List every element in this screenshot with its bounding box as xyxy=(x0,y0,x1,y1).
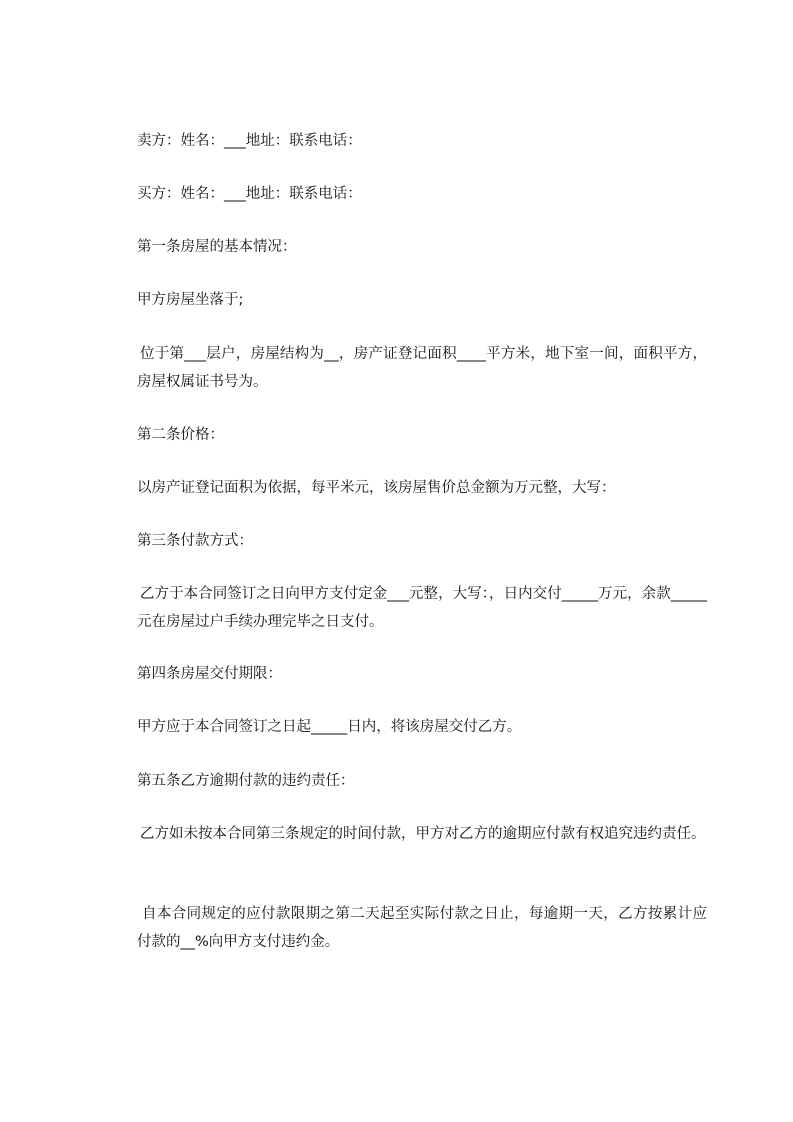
article-3-heading: 第三条付款方式： xyxy=(137,533,253,549)
payment-paragraph: 乙方于本合同签订之日向甲方支付定金___元整，大写：，日内交付_____万元，余款_____元在房屋过户手续办理完毕之日支付。 xyxy=(137,586,707,630)
price-paragraph: 以房产证登记面积为依据，每平米元，该房屋售价总金额为万元整，大写： xyxy=(137,480,616,496)
article-2-heading: 第二条价格： xyxy=(137,427,224,443)
article-1-heading: 第一条房屋的基本情况： xyxy=(137,239,297,255)
seller-info-line: 卖方：姓名：___地址：联系电话： xyxy=(137,133,362,149)
breach-paragraph-1: 乙方如未按本合同第三条规定的时间付款，甲方对乙方的逾期应付款有权追究违约责任。 xyxy=(140,826,706,842)
article-4-heading: 第四条房屋交付期限： xyxy=(137,666,282,682)
article-5-heading: 第五条乙方逾期付款的违约责任： xyxy=(137,773,355,789)
house-location-line: 甲方房屋坐落于; xyxy=(137,292,244,308)
buyer-info-line: 买方：姓名：___地址：联系电话： xyxy=(137,186,362,202)
breach-paragraph-2: 自本合同规定的应付款限期之第二天起至实际付款之日止，每逾期一天，乙方按累计应付款的__%向甲方支付违约金。 xyxy=(137,906,707,950)
delivery-paragraph: 甲方应于本合同签订之日起_____日内，将该房屋交付乙方。 xyxy=(137,719,522,735)
house-details-paragraph: 位于第___层户，房屋结构为__，房产证登记面积____平方米，地下室一间，面积平方，房屋权属证书号为。 xyxy=(137,346,707,390)
